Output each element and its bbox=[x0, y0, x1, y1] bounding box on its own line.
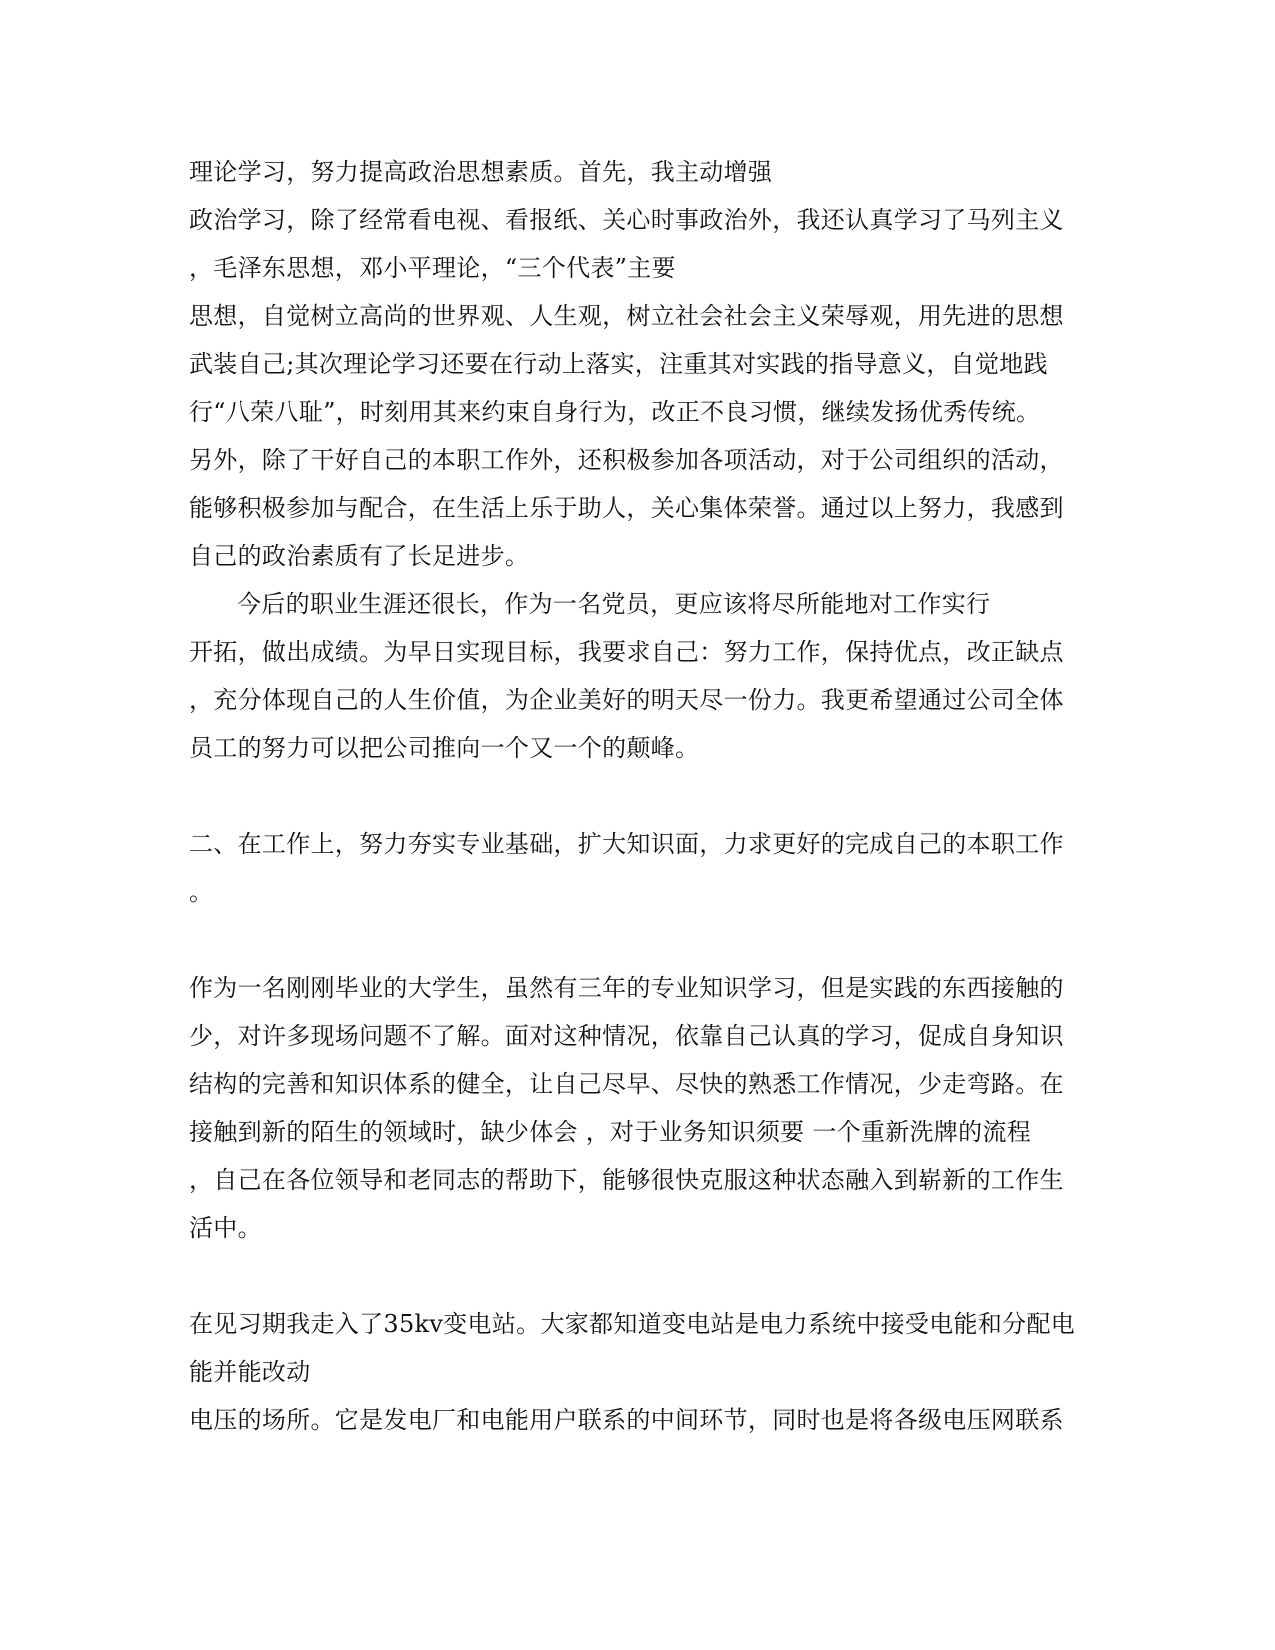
text-line: 在见习期我走入了35kv变电站。大家都知道变电站是电力系统中接受电能和分配电 bbox=[189, 1310, 1076, 1338]
text-line: 结构的完善和知识体系的健全，让自己尽早、尽快的熟悉工作情况，少走弯路。在 bbox=[189, 1070, 1064, 1098]
text-line: 武装自己;其次理论学习还要在行动上落实，注重其对实践的指导意义，自觉地践 bbox=[189, 350, 1048, 378]
text-line: 能够积极参加与配合，在生活上乐于助人，关心集体荣誉。通过以上努力，我感到 bbox=[189, 494, 1064, 522]
text-line: ，自己在各位领导和老同志的帮助下，能够很快克服这种状态融入到崭新的工作生 bbox=[189, 1166, 1064, 1194]
text-line: 政治学习，除了经常看电视、看报纸、关心时事政治外，我还认真学习了马列主义 bbox=[189, 206, 1064, 234]
text-line: 另外，除了干好自己的本职工作外，还积极参加各项活动，对于公司组织的活动， bbox=[189, 446, 1064, 474]
text-line: ，充分体现自己的人生价值，为企业美好的明天尽一份力。我更希望通过公司全体 bbox=[189, 686, 1064, 714]
text-line: 员工的努力可以把公司推向一个又一个的颠峰。 bbox=[189, 734, 700, 762]
text-line: 少，对许多现场问题不了解。面对这种情况，依靠自己认真的学习，促成自身知识 bbox=[189, 1022, 1064, 1050]
text-line: 思想，自觉树立高尚的世界观、人生观，树立社会社会主义荣辱观，用先进的思想 bbox=[189, 302, 1064, 330]
text-line: 作为一名刚刚毕业的大学生，虽然有三年的专业知识学习，但是实践的东西接触的 bbox=[189, 974, 1064, 1002]
text-line: 理论学习，努力提高政治思想素质。首先，我主动增强 bbox=[189, 158, 773, 186]
text-line: 电压的场所。它是发电厂和电能用户联系的中间环节，同时也是将各级电压网联系 bbox=[189, 1406, 1064, 1434]
text-line: 自己的政治素质有了长足进步。 bbox=[189, 542, 530, 570]
section-heading: 二、在工作上，努力夯实专业基础，扩大知识面，力求更好的完成自己的本职工作 bbox=[189, 830, 1064, 858]
section-heading-end: 。 bbox=[189, 878, 214, 906]
text-line: 能并能改动 bbox=[189, 1358, 311, 1386]
text-line: ，毛泽东思想，邓小平理论，“三个代表”主要 bbox=[189, 254, 676, 282]
text-line: 活中。 bbox=[189, 1214, 262, 1242]
text-line: 接触到新的陌生的领域时，缺少体会 ，对于业务知识须要 一个重新洗牌的流程 bbox=[189, 1118, 1032, 1146]
paragraph-first-line: 今后的职业生涯还很长，作为一名党员，更应该将尽所能地对工作实行 bbox=[237, 590, 991, 618]
text-line: 行“八荣八耻”，时刻用其来约束自身行为，改正不良习惯，继续发扬优秀传统。 bbox=[189, 398, 1041, 426]
text-line: 开拓，做出成绩。为早日实现目标，我要求自己：努力工作，保持优点，改正缺点 bbox=[189, 638, 1064, 666]
